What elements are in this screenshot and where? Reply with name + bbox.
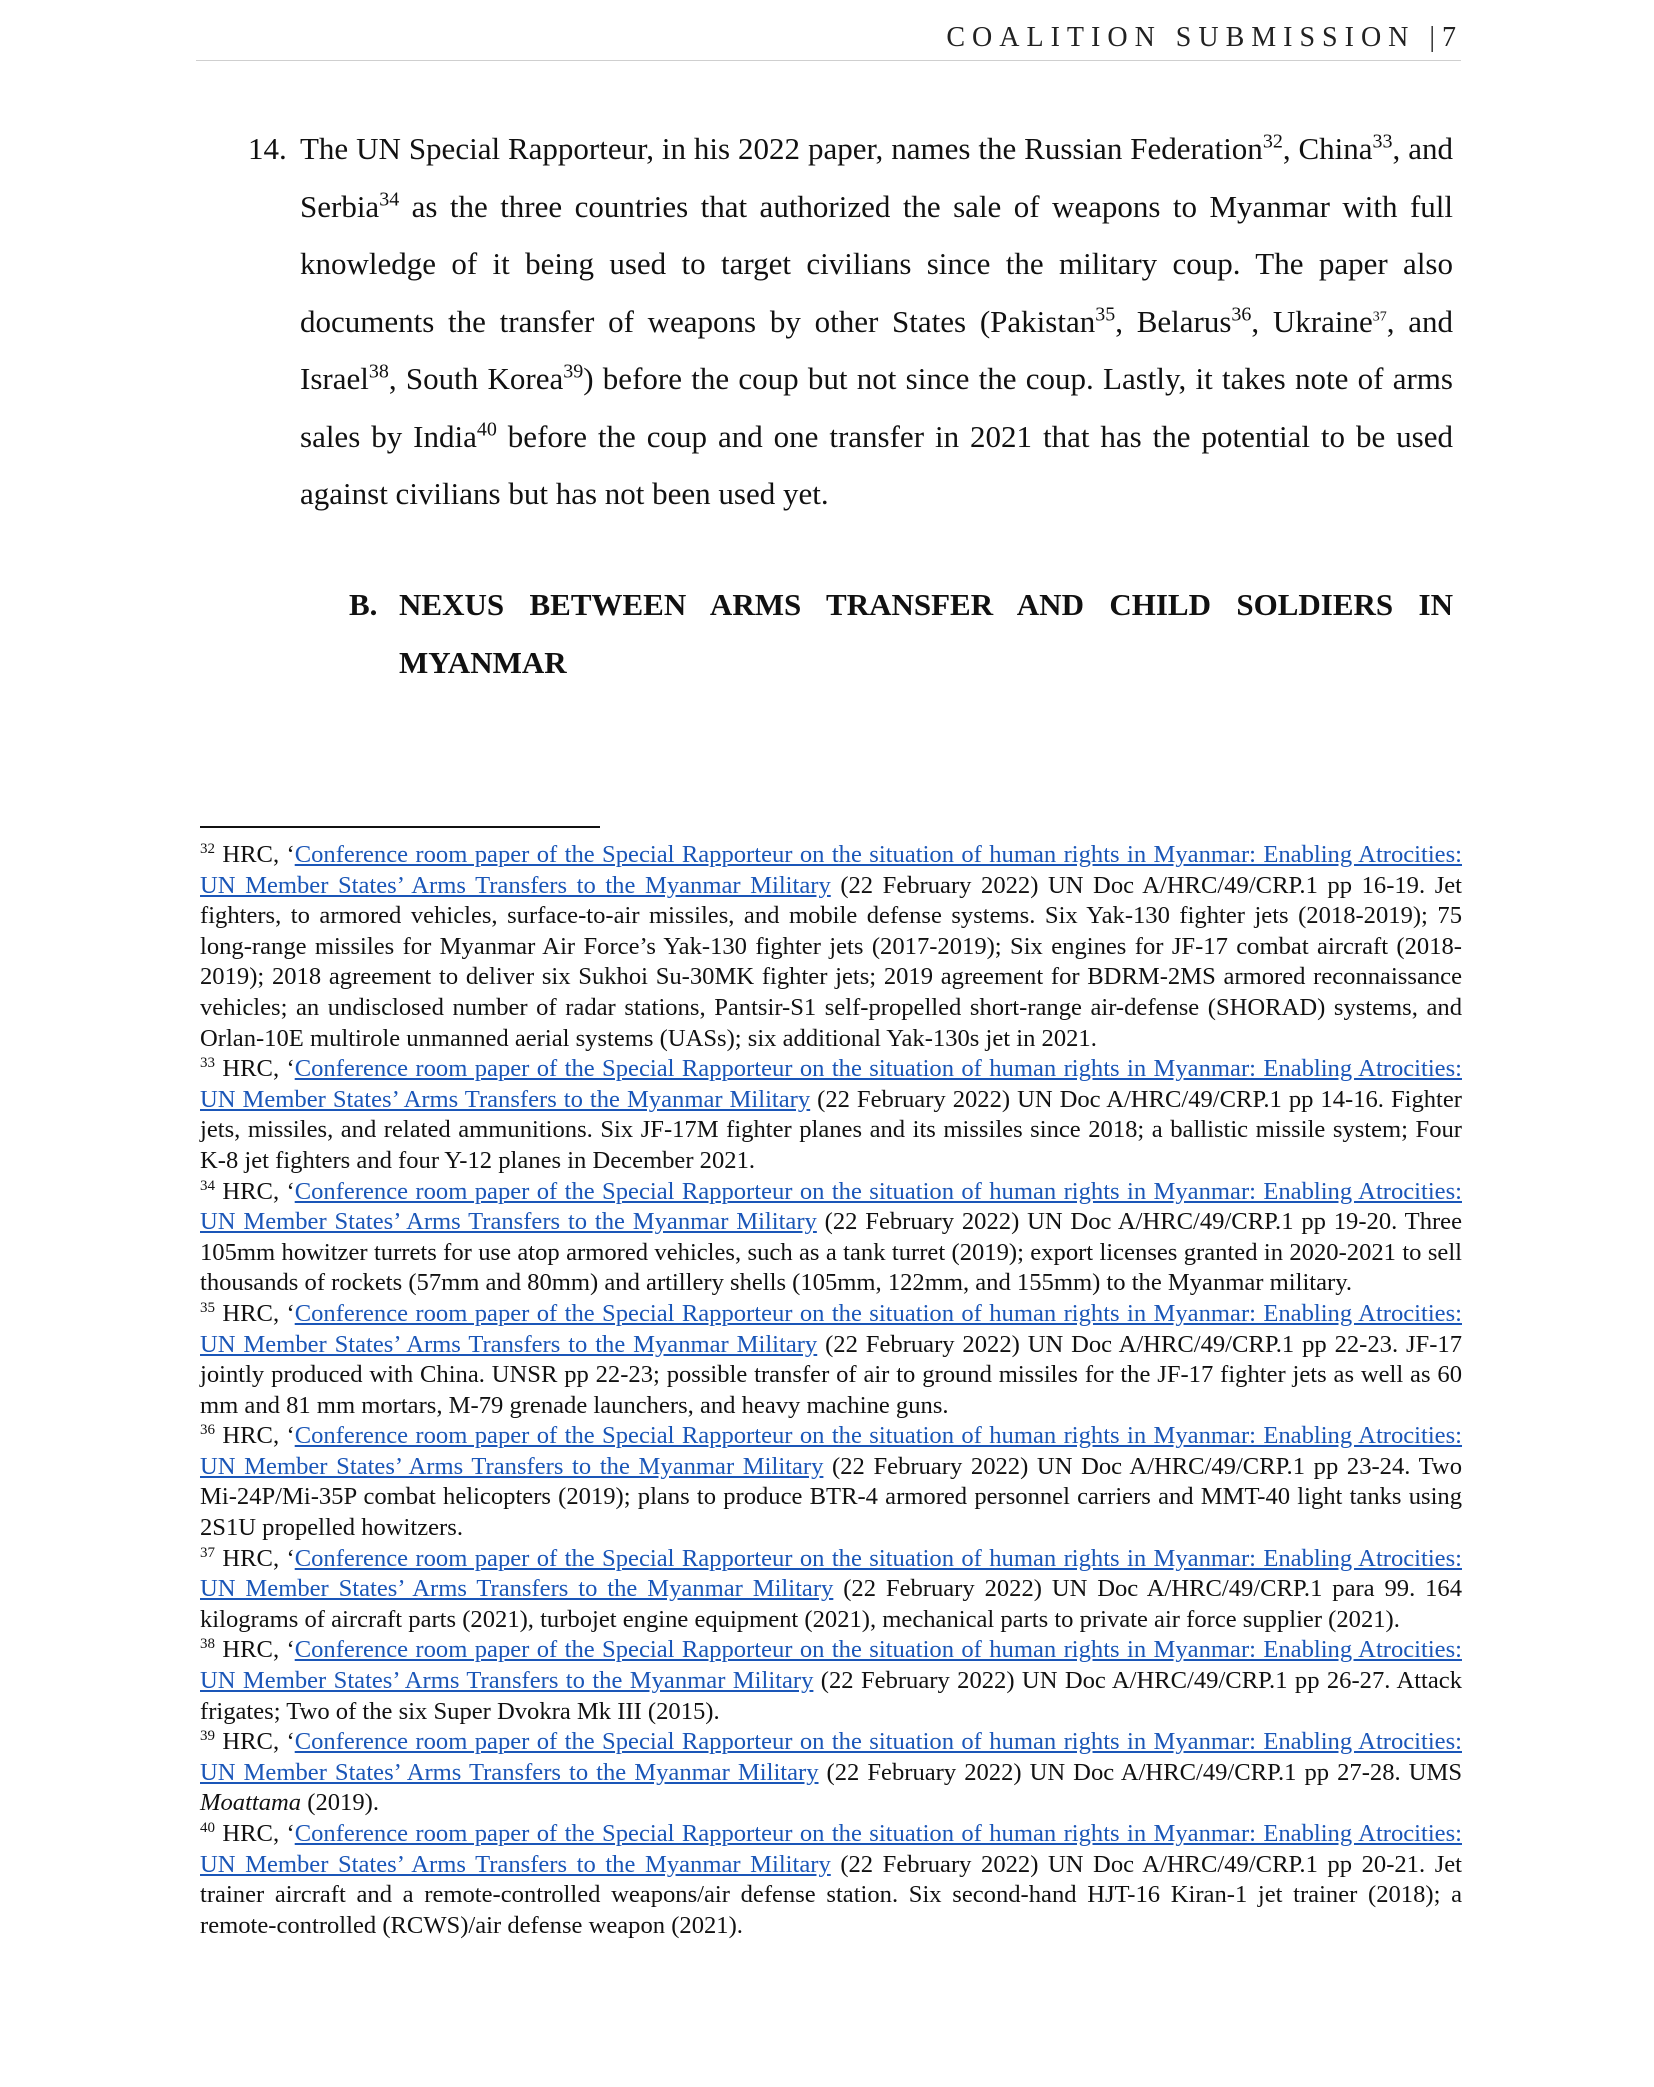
footnote-text: (22 February 2022) UN Doc A/HRC/49/CRP.1 pp 27-28. UMS: [818, 1758, 1463, 1786]
footnote-item: [200, 1727, 1462, 1819]
footnote-number: 39: [200, 1728, 215, 1745]
footnote-prefix: HRC, ‘: [222, 1728, 295, 1756]
footnote-ref[interactable]: 32: [1262, 130, 1283, 153]
footnote-text: (22 February 2022) UN Doc A/HRC/49/CRP.1 para 99. 164 kilograms of aircraft parts (2021), turbojet engine equipment (2021), mechanical parts to private air force supplier (2021).: [200, 1575, 1463, 1633]
paragraph-text: The UN Special Rapporteur, in his 2022 paper, names the Russian Federation: [300, 131, 1263, 166]
paragraph-text: , Ukraine: [1251, 303, 1373, 339]
paragraph-text: , and Serbia: [300, 131, 1453, 224]
section-title: NEXUS BETWEEN ARMS TRANSFER AND CHILD SOLDIERS IN MYANMAR: [399, 587, 1453, 680]
footnote-link[interactable]: Conference room paper of the Special Rapporteur on the situation of human rights in Myanmar: Enabling Atrocities: UN Member States’ Arms Transfers to the Myanmar Military: [200, 1820, 1462, 1878]
footnote-prefix: HRC, ‘: [222, 1177, 295, 1205]
footnote-item: [200, 1635, 1462, 1727]
footnote-prefix: HRC, ‘: [222, 1544, 295, 1572]
footnote-separator: [200, 826, 600, 828]
paragraph-14: [248, 120, 1453, 523]
footnote-prefix: HRC, ‘: [222, 1820, 295, 1847]
footnote-ref[interactable]: 40: [476, 418, 497, 441]
header-rule: [196, 60, 1461, 61]
footnote-prefix: HRC, ‘: [222, 1055, 295, 1083]
footnote-text: (22 February 2022) UN Doc A/HRC/49/CRP.1 pp 16-19. Jet fighters, to armored vehicles, surface-to-air missiles, and mobile defense systems. Six Yak-130 fighter jets (2018-2019); 75 long-range missiles for Myanmar Air Force’s Yak-130 fighter jets (2017-2019); Six engines for JF-17 combat aircraft (2018-2019); 2018 agreement to deliver six Sukhoi Su-30MK fighter jets; 2019 agreement for BDRM-2MS armored reconnaissance vehicles; an undisclosed number of radar stations, Pantsir-S1 self-propelled short-range air-defense (SHORAD) systems, and Orlan-10E multirole unmanned aerial systems (UASs); six additional Yak-130s jet in 2021.: [200, 871, 1463, 1052]
footnote-prefix: HRC, ‘: [222, 1636, 295, 1664]
footnote-number: 37: [200, 1544, 215, 1561]
footnote-link[interactable]: Conference room paper of the Special Rapporteur on the situation of human rights in Myanmar: Enabling Atrocities: UN Member States’ Arms Transfers to the Myanmar Military: [200, 1636, 1462, 1695]
footnote-link[interactable]: Conference room paper of the Special Rapporteur on the situation of human rights in Myanmar: Enabling Atrocities: UN Member States’ Arms Transfers to the Myanmar Military: [200, 1544, 1462, 1603]
footnote-link[interactable]: Conference room paper of the Special Rapporteur on the situation of human rights in Myanmar: Enabling Atrocities: UN Member States’ Arms Transfers to the Myanmar Military: [200, 1299, 1462, 1358]
footnote-prefix: HRC, ‘: [222, 1299, 295, 1327]
paragraph-body: [300, 120, 1453, 523]
paragraph-text: , China: [1282, 131, 1373, 166]
footnote-number: 35: [200, 1299, 215, 1316]
footnote-link[interactable]: Conference room paper of the Special Rapporteur on the situation of human rights in Myanmar: Enabling Atrocities: UN Member States’ Arms Transfers to the Myanmar Military: [200, 1728, 1462, 1786]
footnote-text: (22 February 2022) UN Doc A/HRC/49/CRP.1 pp 14-16. Fighter jets, missiles, and related ammunitions. Six JF-17M fighter planes and its missiles since 2018; a ballistic missile system; Four K-8 jet fighters and four Y-12 planes in December 2021.: [200, 1085, 1462, 1174]
footnote-number: 40: [200, 1819, 215, 1836]
footnote-item: [200, 1819, 1462, 1941]
footnote-item: [200, 1544, 1462, 1636]
header-separator: |: [1429, 22, 1442, 53]
footnote-ref[interactable]: 37: [1372, 309, 1387, 325]
paragraph-text: before the coup and one transfer in 2021 that has the potential to be used against civilians but has not been used yet.: [300, 418, 1453, 511]
footnote-text: (22 February 2022) UN Doc A/HRC/49/CRP.1 pp 26-27. Attack frigates; Two of the six Super Dvokra Mk III (2015).: [200, 1667, 1463, 1725]
header-title: COALITION SUBMISSION: [946, 22, 1416, 53]
paragraph-text: , Belarus: [1115, 303, 1232, 339]
footnote-link[interactable]: Conference room paper of the Special Rapporteur on the situation of human rights in Myanmar: Enabling Atrocities: UN Member States’ Arms Transfers to the Myanmar Military: [200, 1055, 1462, 1113]
paragraph-number: 14.: [248, 131, 287, 166]
footnote-link[interactable]: Conference room paper of the Special Rapporteur on the situation of human rights in Myanmar: Enabling Atrocities: UN Member States’ Arms Transfers to the Myanmar Military: [200, 841, 1462, 899]
paragraph-text: as the three countries that authorized the sale of weapons to Myanmar with full knowledge of it being used to target civilians since the military coup. The paper also documents the transfer of weapons by other States (Pakistan: [300, 188, 1453, 339]
footnote-prefix: HRC, ‘: [222, 841, 295, 868]
footnote-item: [200, 1177, 1462, 1299]
footnote-number: 36: [200, 1422, 215, 1439]
footnote-item: [200, 840, 1462, 1054]
footnote-ref[interactable]: 35: [1095, 303, 1116, 326]
footnote-item: [200, 1299, 1462, 1421]
paragraph-text: , and Israel: [300, 303, 1454, 396]
footnote-item: [200, 1054, 1462, 1176]
section-letter: B.: [349, 587, 378, 622]
footnote-text: (22 February 2022) UN Doc A/HRC/49/CRP.1 pp 19-20. Three 105mm howitzer turrets for use atop armored vehicles, such as a tank turret (2019); export licenses granted in 2020-2021 to sell thousands of rockets (57mm and 80mm) and artillery shells (105mm, 122mm, and 155mm) to the Myanmar military.: [200, 1208, 1463, 1297]
footnote-text: (22 February 2022) UN Doc A/HRC/49/CRP.1 pp 23-24. Two Mi-24P/Mi-35P combat helicopters (2019); plans to produce BTR-4 armored personnel carriers and MMT-40 light tanks using 2S1U propelled howitzers.: [200, 1452, 1462, 1542]
footnote-text: (2019).: [301, 1789, 379, 1817]
footnote-text: (22 February 2022) UN Doc A/HRC/49/CRP.1 pp 20-21. Jet trainer aircraft and a remote-controlled weapons/air defense station. Six second-hand HJT-16 Kiran-1 jet trainer (2018); a remote-controlled (RCWS)/air defense weapon (2021).: [200, 1850, 1463, 1939]
footnote-ref[interactable]: 34: [379, 188, 400, 211]
page-header: [946, 22, 1463, 54]
footnote-prefix: HRC, ‘: [222, 1422, 295, 1450]
section-heading: [349, 576, 1453, 691]
footnote-number: 33: [200, 1054, 215, 1071]
footnote-text: (22 February 2022) UN Doc A/HRC/49/CRP.1 pp 22-23. JF-17 jointly produced with China. UNSR pp 22-23; possible transfer of air to ground missiles for the JF-17 fighter jets as well as 60 mm and 81 mm mortars, M-79 grenade launchers, and heavy machine guns.: [200, 1330, 1463, 1419]
footnote-link[interactable]: Conference room paper of the Special Rapporteur on the situation of human rights in Myanmar: Enabling Atrocities: UN Member States’ Arms Transfers to the Myanmar Military: [200, 1177, 1462, 1236]
footnote-ref[interactable]: 33: [1372, 130, 1393, 153]
ship-name: Moattama: [200, 1789, 302, 1817]
footnotes: [200, 840, 1462, 1941]
footnote-number: 32: [200, 840, 215, 857]
footnote-link[interactable]: Conference room paper of the Special Rapporteur on the situation of human rights in Myanmar: Enabling Atrocities: UN Member States’ Arms Transfers to the Myanmar Military: [200, 1422, 1462, 1480]
footnote-ref[interactable]: 38: [368, 360, 389, 383]
footnote-item: [200, 1421, 1462, 1543]
footnote-ref[interactable]: 39: [563, 360, 584, 383]
footnote-number: 38: [200, 1636, 215, 1653]
paragraph-text: , South Korea: [388, 361, 564, 396]
paragraph-text: ) before the coup but not since the coup. Lastly, it takes note of arms sales by India: [300, 361, 1453, 454]
footnote-ref[interactable]: 36: [1231, 303, 1252, 326]
footnote-number: 34: [200, 1177, 215, 1194]
page-number: 7: [1442, 22, 1463, 53]
